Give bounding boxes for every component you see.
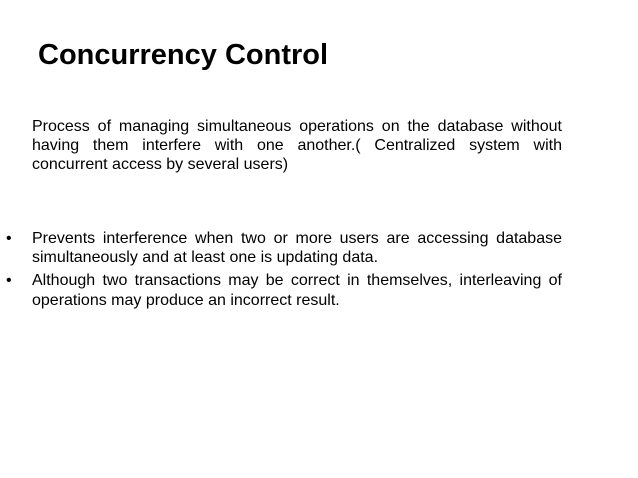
bullet-icon: •	[6, 230, 12, 247]
slide-title: Concurrency Control	[38, 39, 329, 71]
bullet-item	[6, 271, 562, 309]
bullet-icon: •	[6, 272, 12, 290]
bullet-text: Prevents interference when two or more users are accessing database simultaneously and at least one is updating data.	[32, 230, 562, 267]
intro-paragraph: Process of managing simultaneous operations on the database without having them interfere with one another.( Centralized system with concurrent access by several users)	[32, 118, 562, 174]
bullet-item	[6, 229, 562, 267]
bullet-list	[6, 229, 562, 314]
bullet-text: Although two transactions may be correct in themselves, interleaving of operations may produce an incorrect result.	[32, 272, 562, 309]
